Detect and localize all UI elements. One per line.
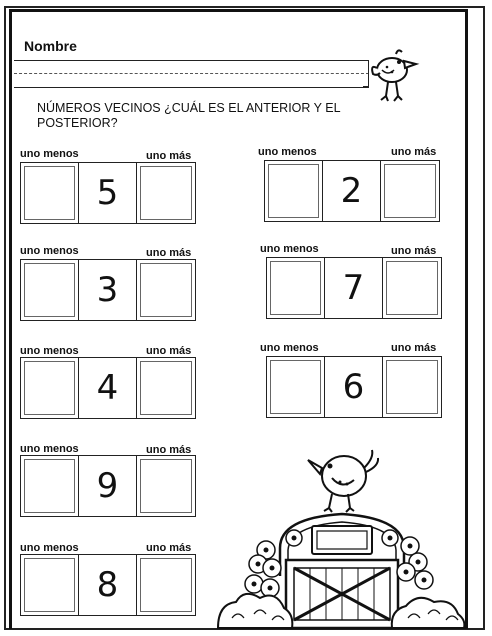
name-writing-lines[interactable] xyxy=(14,60,369,88)
number-neighbors-exercise xyxy=(266,257,442,319)
next-number-box[interactable] xyxy=(137,456,195,516)
given-number: 2 xyxy=(323,161,381,221)
label-uno-menos: uno menos xyxy=(260,243,319,255)
number-neighbors-exercise xyxy=(20,259,196,321)
label-uno-mas: uno más xyxy=(146,542,192,554)
given-number: 3 xyxy=(79,260,137,320)
given-number: 8 xyxy=(79,555,137,615)
label-uno-mas: uno más xyxy=(391,146,437,158)
previous-number-box[interactable] xyxy=(265,161,323,221)
number-neighbors-exercise xyxy=(264,160,440,222)
label-uno-mas: uno más xyxy=(146,247,192,259)
next-number-box[interactable] xyxy=(137,555,195,615)
bird-icon xyxy=(368,46,420,104)
label-uno-mas: uno más xyxy=(391,245,437,257)
next-number-box[interactable] xyxy=(137,358,195,418)
next-number-box[interactable] xyxy=(383,258,441,318)
label-uno-menos: uno menos xyxy=(20,443,79,455)
previous-number-box[interactable] xyxy=(21,456,79,516)
label-uno-menos: uno menos xyxy=(258,146,317,158)
previous-number-box[interactable] xyxy=(21,260,79,320)
instruction-text: NÚMEROS VECINOS ¿CUÁL ES EL ANTERIOR Y EL POSTERIOR? xyxy=(37,101,341,130)
previous-number-box[interactable] xyxy=(267,258,325,318)
label-uno-menos: uno menos xyxy=(260,342,319,354)
previous-number-box[interactable] xyxy=(21,555,79,615)
label-uno-mas: uno más xyxy=(146,444,192,456)
number-neighbors-exercise xyxy=(20,357,196,419)
label-uno-menos: uno menos xyxy=(20,148,79,160)
next-number-box[interactable] xyxy=(137,163,195,223)
bird-on-barn-illustration xyxy=(214,438,470,628)
given-number: 7 xyxy=(325,258,383,318)
next-number-box[interactable] xyxy=(383,357,441,417)
given-number: 6 xyxy=(325,357,383,417)
name-label: Nombre xyxy=(24,38,77,54)
previous-number-box[interactable] xyxy=(267,357,325,417)
label-uno-menos: uno menos xyxy=(20,345,79,357)
next-number-box[interactable] xyxy=(381,161,439,221)
label-uno-mas: uno más xyxy=(391,342,437,354)
number-neighbors-exercise xyxy=(266,356,442,418)
previous-number-box[interactable] xyxy=(21,163,79,223)
label-uno-menos: uno menos xyxy=(20,245,79,257)
number-neighbors-exercise xyxy=(20,554,196,616)
label-uno-mas: uno más xyxy=(146,345,192,357)
previous-number-box[interactable] xyxy=(21,358,79,418)
label-uno-menos: uno menos xyxy=(20,542,79,554)
number-neighbors-exercise xyxy=(20,455,196,517)
number-neighbors-exercise xyxy=(20,162,196,224)
given-number: 5 xyxy=(79,163,137,223)
given-number: 9 xyxy=(79,456,137,516)
given-number: 4 xyxy=(79,358,137,418)
label-uno-mas: uno más xyxy=(146,150,192,162)
next-number-box[interactable] xyxy=(137,260,195,320)
